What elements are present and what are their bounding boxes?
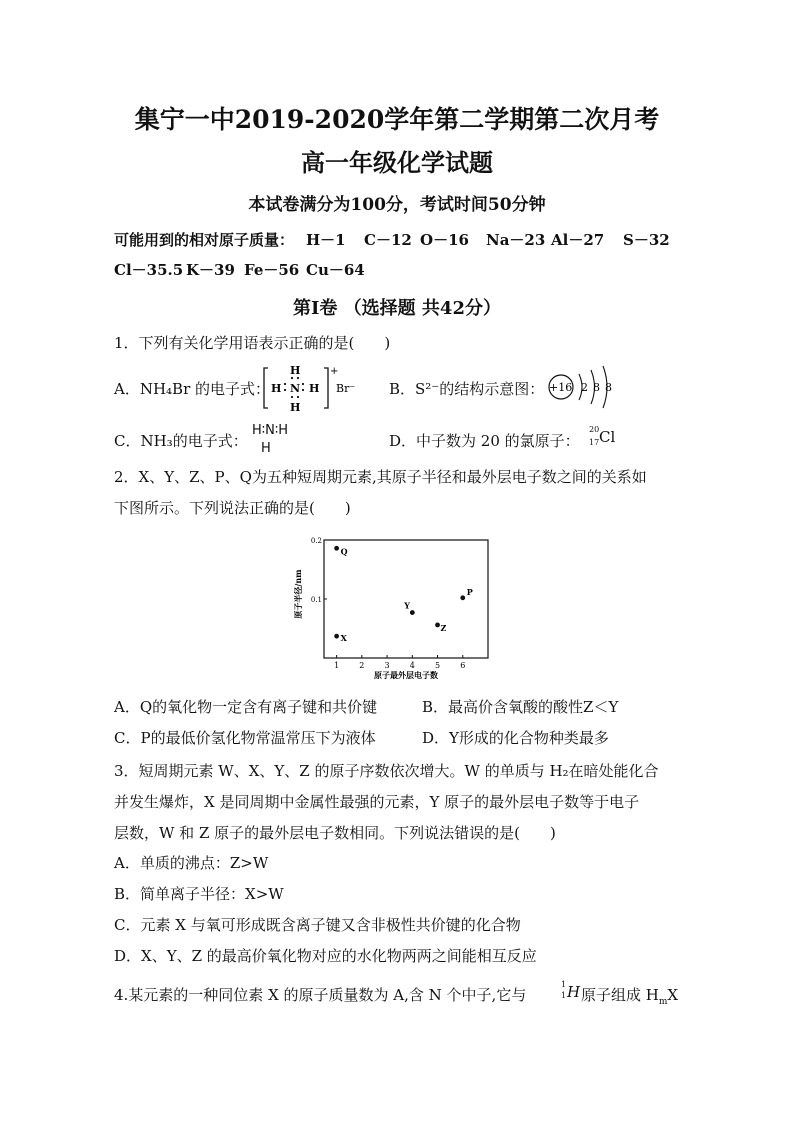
cl-atomic-number: 17 (589, 438, 600, 447)
page-subtitle: 高一年级化学试题 (301, 148, 493, 177)
nh4br-electron-formula (262, 360, 357, 416)
mass-h: H－1 (306, 231, 346, 249)
shell-1-count: 2 (581, 381, 588, 394)
mass-cu: Cu－64 (306, 261, 365, 279)
q4-tail-text: 原子组成 H (581, 986, 659, 1004)
shell-2-count: 8 (593, 381, 600, 394)
q4-stem-tail (581, 984, 678, 1007)
point-X (334, 634, 339, 639)
q3-stem-line2: 并发生爆炸，X 是同周期中金属性最强的元素，Y 原子的最外层电子数等于电子 (114, 793, 640, 811)
q4-stem-line1: 4.某元素的一种同位素 X 的原子质量数为 A,含 N 个中子,它与 (114, 986, 527, 1004)
y-tick-label-0.2: 0.2 (310, 537, 322, 545)
x-tick-label-6: 6 (460, 661, 466, 670)
x-axis-label: 原子最外层电子数 (374, 670, 438, 680)
page-title: 集宁一中2019-2020学年第二学期第二次月考 (134, 105, 660, 134)
nh3-formula-top: H∶N∶H (252, 423, 289, 438)
q2-stem-line1: 2．X、Y、Z、P、Q为五种短周期元素,其原子半径和最外层电子数之间的关系如 (114, 468, 647, 486)
q3-option-b: B．简单离子半径：X>W (114, 885, 284, 903)
x-tick-label-4: 4 (409, 661, 415, 670)
point-label-Y: Y (404, 600, 411, 611)
y-tick-label-0.1: 0.1 (310, 596, 322, 604)
x-tick-label-3: 3 (384, 661, 390, 670)
mass-c: C－12 (364, 231, 412, 249)
cl-mass-number: 20 (589, 425, 600, 434)
q1-option-c: C．NH₃的电子式： (114, 432, 248, 450)
svg-text:N: N (290, 382, 301, 395)
h-symbol: H (567, 983, 581, 1001)
h-mass-number: 1 (561, 980, 567, 989)
q3-option-a: A．单质的沸点：Z>W (114, 854, 269, 872)
h-atomic-number: 1 (561, 991, 567, 1000)
q3-option-c: C．元素 X 与氧可形成既含离子键又含非极性共价键的化合物 (114, 916, 521, 934)
q1-option-a: A．NH₄Br 的电子式： (114, 380, 271, 398)
exam-info: 本试卷满分为100分，考试时间50分钟 (248, 195, 546, 215)
svg-text:H: H (309, 382, 320, 395)
point-label-P: P (466, 586, 473, 597)
q2-option-b: B．最高价含氧酸的酸性Z＜Y (422, 698, 619, 716)
masses-label: 可能用到的相对原子质量： (114, 231, 295, 249)
point-label-X: X (340, 633, 347, 644)
point-label-Q: Q (340, 546, 348, 557)
cl-symbol: Cl (599, 428, 616, 446)
q1-stem: 1．下列有关化学用语表示正确的是( ) (114, 334, 391, 352)
q2-option-c: C．P的最低价氢化物常温常压下为液体 (114, 729, 376, 747)
point-P (460, 595, 465, 600)
x-tick-label-2: 2 (359, 661, 365, 670)
s2-structure-diagram (543, 360, 638, 410)
y-axis-label: 原子半径/nm (293, 569, 303, 619)
svg-text:H: H (290, 401, 301, 414)
q1-option-b: B．S²⁻的结构示意图： (389, 380, 545, 398)
point-Q (334, 546, 339, 551)
mass-k: K－39 (186, 261, 235, 279)
radius-scatter-chart (290, 532, 500, 684)
q2-stem-line2: 下图所示。下列说法正确的是( ) (114, 499, 351, 517)
point-label-Z: Z (440, 622, 447, 633)
s-nucleus-charge: +16 (549, 381, 573, 394)
mass-o: O－16 (420, 231, 469, 249)
mass-s: S－32 (623, 231, 670, 249)
point-Z (435, 623, 440, 628)
q3-stem-line3: 层数，W 和 Z 原子的最外层电子数相同。下列说法错误的是( ) (114, 824, 556, 842)
q4-tail-end: X (667, 986, 679, 1004)
q2-option-d: D．Y形成的化合物种类最多 (422, 729, 609, 747)
mass-fe: Fe－56 (244, 261, 300, 279)
section-title: 第Ⅰ卷 （选择题 共42分） (292, 298, 501, 319)
svg-text:H: H (271, 382, 282, 395)
q1-option-d: D．中子数为 20 的氯原子： (389, 432, 580, 450)
q3-stem-line1: 3．短周期元素 W、X、Y、Z 的原子序数依次增大。W 的单质与 H₂在暗处能化合 (114, 762, 659, 780)
shell-3-count: 8 (605, 381, 612, 394)
svg-text:H: H (290, 364, 301, 377)
br-ion: Br⁻ (336, 382, 356, 395)
mass-na: Na－23 (486, 231, 546, 249)
point-Y (410, 610, 415, 615)
mass-cl: Cl－35.5 (114, 261, 184, 279)
nh4-plus: + (330, 366, 339, 377)
nh3-formula-bottom: H (261, 441, 271, 456)
q2-option-a: A．Q的氧化物一定含有离子键和共价键 (114, 698, 378, 716)
q4-tail-sub: m (658, 997, 668, 1007)
x-tick-label-5: 5 (434, 661, 441, 670)
q3-option-d: D．X、Y、Z 的最高价氧化物对应的水化物两两之间能相互反应 (114, 947, 537, 965)
mass-al: Al－27 (551, 231, 605, 249)
x-tick-label-1: 1 (334, 661, 340, 670)
